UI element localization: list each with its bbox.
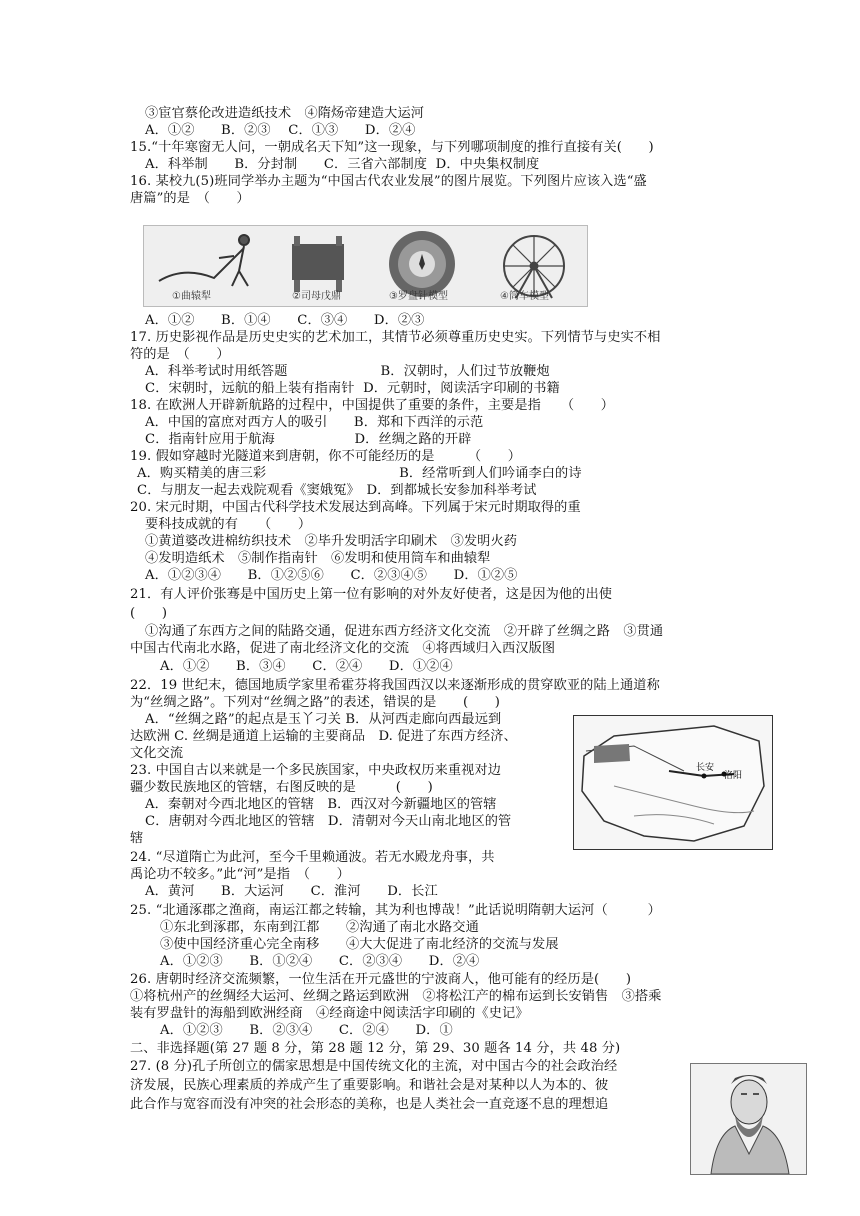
- q14-answers: A．①② B．②③ C．①③ D．②④: [145, 123, 416, 138]
- q26-items-2: 装有罗盘针的海船到欧洲经商 ④经商途中阅读活字印刷的《史记》: [130, 1006, 529, 1021]
- confucius-portrait: [690, 1063, 807, 1175]
- q19-option-cd: C．与朋友一起去戏院观看《窦娥冤》 D．到都城长安参加科举考试: [137, 483, 537, 498]
- q19-option-ab: A．购买精美的唐三彩 B．经常听到人们吟诵李白的诗: [137, 466, 582, 481]
- q24-answers: A．黄河 B．大运河 C．淮河 D．长江: [145, 884, 438, 899]
- curved-plow-image: [159, 235, 249, 286]
- q22-stem-cont: 为“丝绸之路”。下列对“丝绸之路”的表述，错误的是 ( ): [130, 695, 501, 710]
- q21-items-1: ①沟通了东西方之间的陆路交通，促进东西方经济文化交流 ②开辟了丝绸之路 ③贯通: [145, 624, 664, 639]
- q23-option-cd: C．唐朝对今西北地区的管辖 D．清朝对今天山南北地区的管: [145, 814, 512, 829]
- q27-text-1: 27. (8 分)孔子所创立的儒家思想是中国传统文化的主流，对中国古今的社会政治经: [130, 1059, 618, 1074]
- q18-option-cd: C．指南针应用于航海 D．丝绸之路的开辟: [145, 432, 472, 447]
- western-regions-map: [574, 716, 772, 849]
- q20-items-2: ④发明造纸术 ⑤制作指南针 ⑥发明和使用筒车和曲辕犁: [145, 551, 491, 566]
- q25-items-2: ③使中国经济重心完全南移 ④大大促进了南北经济的交流与发展: [160, 937, 559, 952]
- q21-items-2: 中国古代南北水路，促进了南北经济文化的交流 ④将西域归入西汉版图: [130, 641, 556, 656]
- q21-stem: 21．有人评价张骞是中国历史上第一位有影响的对外友好使者，这是因为他的出使: [130, 587, 613, 602]
- q20-answers: A．①②③④ B．①②⑤⑥ C．②③④⑤ D．①②⑤: [145, 568, 518, 583]
- q26-stem: 26. 唐朝时经济交流频繁，一位生活在开元盛世的宁波商人，他可能有的经历是( ): [130, 972, 632, 987]
- q15-stem: 15.“十年寒窗无人问，一朝成名天下知”这一现象，与下列哪项制度的推行直接有关( ): [130, 140, 654, 155]
- q26-items-1: ①将杭州产的丝绸经大运河、丝绸之路运到欧洲 ②将松江产的棉布运到长安销售 ③搭乘: [130, 989, 662, 1004]
- q16-stem: 16. 某校九(5)班同学举办主题为“中国古代农业发展”的图片展览。下列图片应该入选“盛: [130, 174, 647, 189]
- q27-text-2: 济发展，民族心理素质的养成产生了重要影响。和谐社会是对某种以人为本的、彼: [130, 1078, 609, 1093]
- luoyang-label: 洛阳: [724, 771, 743, 781]
- q24-stem-cont: 禹论功不较多。”此“河”是指 （ ）: [130, 867, 350, 882]
- q17-option-ab: A．科举考试时用纸答题 B．汉朝时，人们过节放鞭炮: [145, 364, 550, 379]
- caption-plow: ①曲辕犁: [172, 291, 211, 302]
- caption-compass: ③罗盘针模型: [389, 291, 448, 302]
- q22-option-cont: 文化交流: [130, 746, 184, 761]
- caption-ding: ②司母戊鼎: [292, 291, 341, 302]
- q15-answers: A．科举制 B．分封制 C．三省六部制度 D．中央集权制度: [145, 157, 540, 172]
- simuwu-ding-image: [292, 236, 344, 292]
- q16-stem-cont: 唐篇”的是 （ ）: [130, 191, 250, 206]
- q23-option-cont: 辖: [130, 831, 144, 846]
- caption-waterwheel: ④筒车模型: [500, 291, 549, 302]
- q21-answers: A．①② B．③④ C．②④ D．①②④: [160, 659, 453, 674]
- q25-answers: A．①②③ B．①②④ C．②③④ D．②④: [160, 954, 480, 969]
- q18-option-ab: A．中国的富庶对西方人的吸引 B．郑和下西洋的示范: [145, 415, 484, 430]
- section-two-heading: 二、非选择题(第 27 题 8 分，第 28 题 12 分，第 29、30 题各 14 分，共 48 分): [130, 1041, 621, 1056]
- q23-stem: 23. 中国自古以来就是一个多民族国家，中央政权历来重视对边: [130, 763, 502, 778]
- q23-map: [573, 715, 773, 850]
- q27-text-3: 此合作与宽容而没有冲突的社会形态的美称，也是人类社会一直竞逐不息的理想追: [130, 1097, 609, 1112]
- confucius-drawing: [691, 1064, 806, 1174]
- q16-image-strip: [143, 225, 588, 307]
- q23-stem-cont: 疆少数民族地区的管辖，右图反映的是 ( ): [130, 780, 433, 795]
- q25-stem: 25. “北通涿郡之渔商，南运江都之转输，其为利也博哉！”此话说明隋朝大运河（ ）: [130, 903, 661, 918]
- q26-answers: A．①②③ B．②③④ C．②④ D．①: [160, 1023, 453, 1038]
- q23-option-ab: A．秦朝对今西北地区的管辖 B．西汉对今新疆地区的管辖: [145, 797, 497, 812]
- q17-stem-cont: 符的是 （ ）: [130, 347, 230, 362]
- q25-items-1: ①东北到涿郡，东南到江都 ②沟通了南北水路交通: [160, 920, 479, 935]
- q19-stem: 19. 假如穿越时光隧道来到唐朝，你不可能经历的是 （ ）: [130, 449, 522, 464]
- q20-items-1: ①黄道婆改进棉纺织技术 ②毕升发明活字印刷术 ③发明火药: [145, 534, 518, 549]
- q22-option-ab: A．“丝绸之路”的起点是玉丫刁关 B．从河西走廊向西最远到: [145, 712, 502, 727]
- q17-stem: 17. 历史影视作品是历史史实的艺术加工，其情节必须尊重历史史实。下列情节与史实不相: [130, 330, 661, 345]
- q18-stem: 18. 在欧洲人开辟新航路的过程中，中国提供了重要的条件，主要是指 （ ）: [130, 398, 615, 413]
- changan-label: 长安: [696, 763, 715, 773]
- q22-stem: 22．19 世纪末，德国地质学家里希霍芬将我国西汉以来逐渐形成的贯穿欧亚的陆上通道称: [130, 678, 660, 693]
- q16-answers: A．①② B．①④ C．③④ D．②③: [145, 313, 425, 328]
- q20-stem-cont: 要科技成就的有 （ ）: [145, 517, 312, 532]
- q21-paren: ( ): [130, 606, 168, 621]
- q22-option-cd: 达欧洲 C. 丝绸是通道上运输的主要商品 D. 促进了东西方经济、: [130, 729, 517, 744]
- q20-stem: 20. 宋元时期，中国古代科学技术发展达到高峰。下列属于宋元时期取得的重: [130, 500, 581, 515]
- q17-option-cd: C．宋朝时，远航的船上装有指南针 D．元朝时，阅读活字印刷的书籍: [145, 381, 560, 396]
- q14-option-line: ③宦官蔡伦改进造纸技术 ④隋炀帝建造大运河: [145, 106, 425, 121]
- q24-stem: 24. “尽道隋亡为此河，至今千里赖通波。若无水殿龙舟事，共: [130, 850, 495, 865]
